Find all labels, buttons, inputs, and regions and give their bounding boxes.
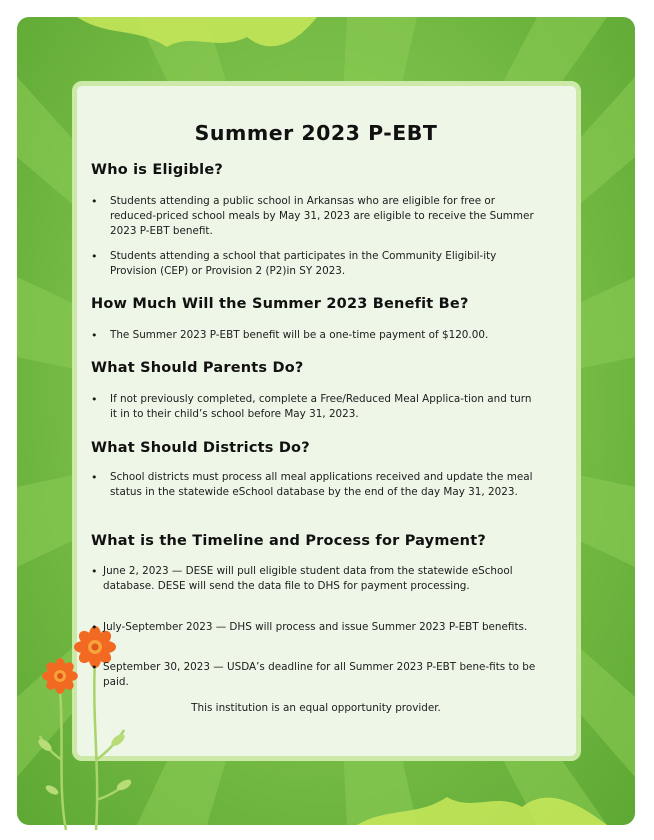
list-item: • Students attending a school that participates in the Community Eligibil-ity Provision (CEP) or Provision 2 (P2)in SY 2023. — [91, 249, 541, 279]
bullet-list — [91, 564, 541, 594]
page-title: Summer 2023 P-EBT — [194, 121, 438, 145]
section-heading: Who is Eligible? — [91, 162, 223, 178]
list-item: • July-September 2023 — DHS will process and issue Summer 2023 P-EBT benefits. — [91, 620, 541, 635]
footer-note: This institution is an equal opportunity provider. — [191, 702, 441, 714]
bullet-list — [91, 470, 541, 500]
flower-icon — [42, 658, 78, 694]
section-heading: What is the Timeline and Process for Payment? — [91, 533, 486, 549]
list-item: • September 30, 2023 — USDA’s deadline for all Summer 2023 P-EBT bene-fits to be paid. — [91, 660, 541, 690]
section-heading: How Much Will the Summer 2023 Benefit Be? — [91, 296, 469, 312]
bullet-list — [91, 620, 541, 635]
list-item: • If not previously completed, complete a Free/Reduced Meal Applica-tion and turn it in to their child’s school before May 31, 2023. — [91, 392, 541, 422]
list-item: • School districts must process all meal applications received and update the meal status in the statewide eSchool database by the end of the day May 31, 2023. — [91, 470, 541, 500]
list-item: • The Summer 2023 P-EBT benefit will be a one-time payment of $120.00. — [91, 328, 541, 343]
section-heading: What Should Districts Do? — [91, 440, 310, 456]
bullet-list — [91, 249, 541, 279]
bullet-list — [91, 392, 541, 422]
bullet-list — [91, 194, 541, 239]
list-item: • June 2, 2023 — DESE will pull eligible student data from the statewide eSchool database. DESE will send the data file to DHS for payment processing. — [91, 564, 541, 594]
bullet-list — [91, 660, 541, 690]
bullet-list — [91, 328, 541, 343]
list-item: • Students attending a public school in Arkansas who are eligible for free or reduced-priced school meals by May 31, 2023 are eligible to receive the Summer 2023 P-EBT benefit. — [91, 194, 541, 239]
section-heading: What Should Parents Do? — [91, 360, 304, 376]
